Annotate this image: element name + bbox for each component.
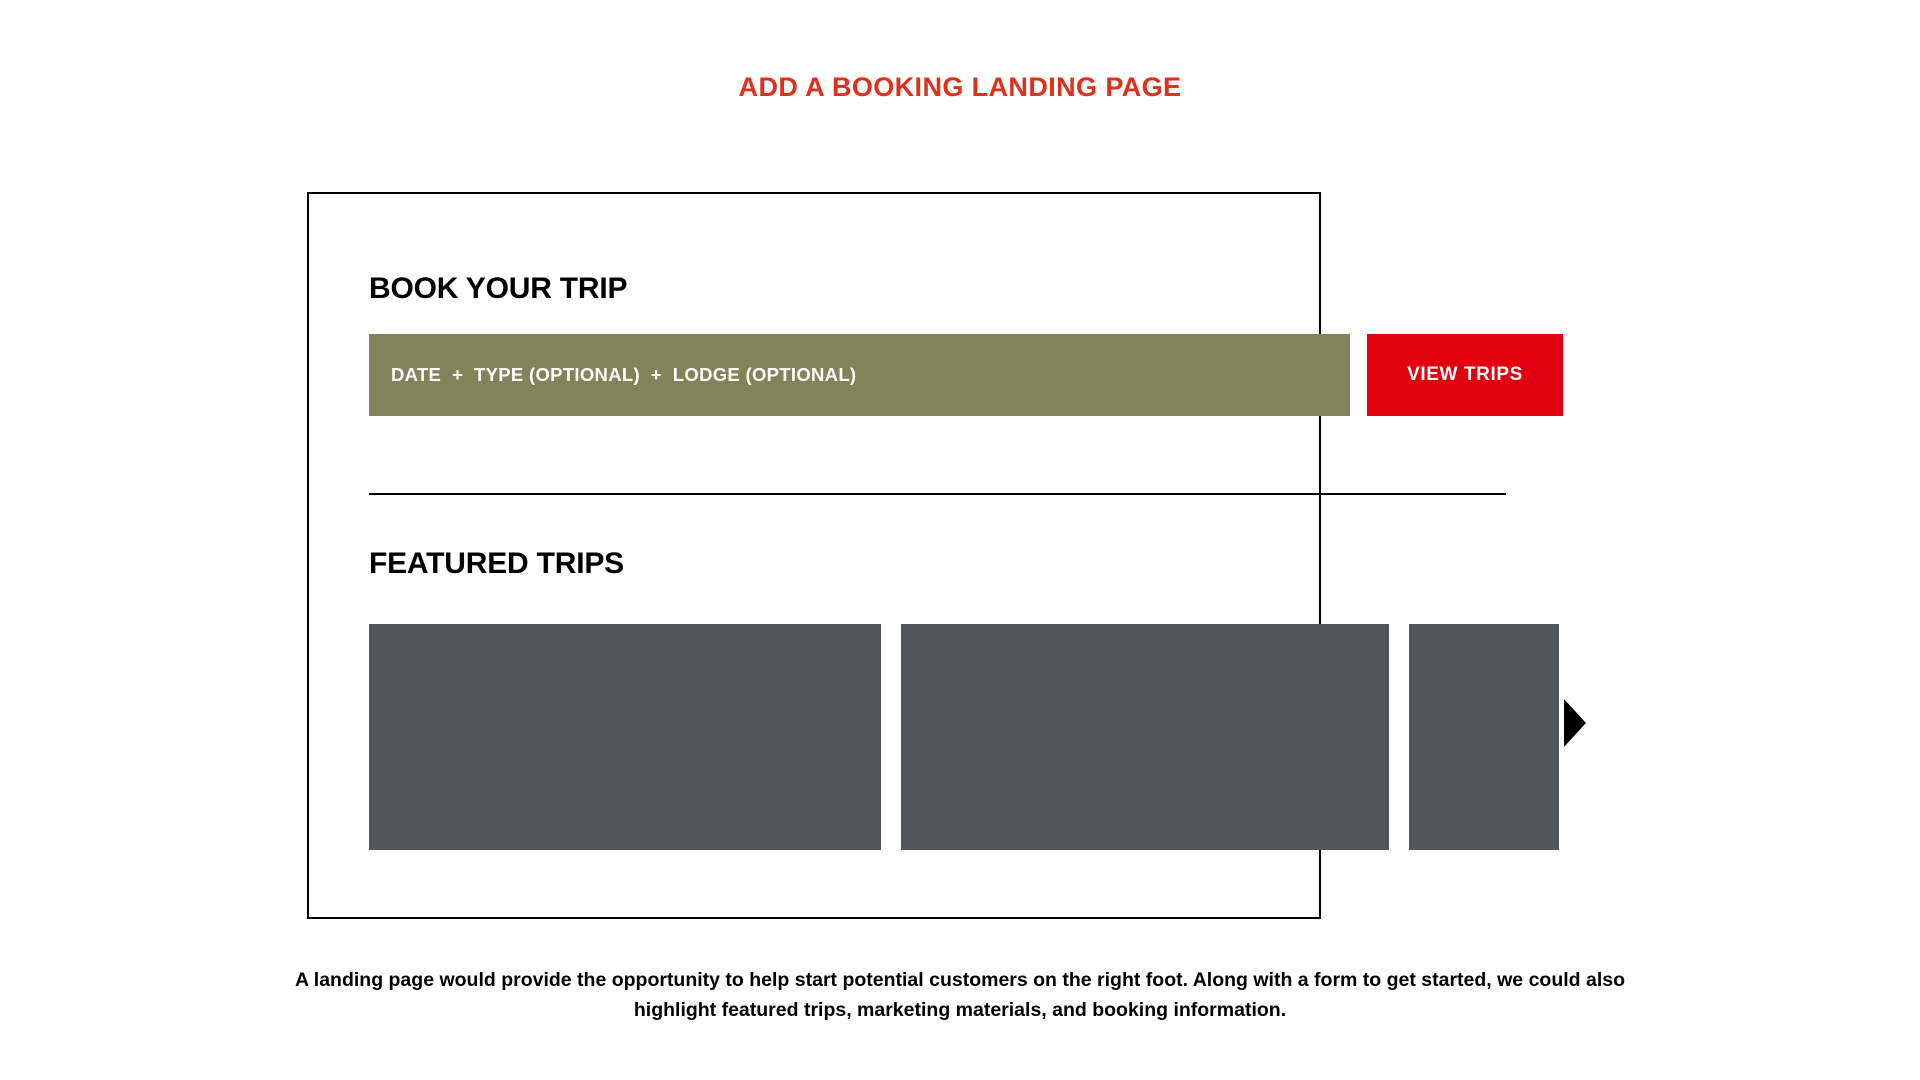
book-your-trip-heading: BOOK YOUR TRIP [369, 272, 628, 305]
booking-form-bar[interactable] [369, 334, 1350, 416]
page-title: ADD A BOOKING LANDING PAGE [738, 72, 1182, 102]
view-trips-button[interactable] [1367, 334, 1563, 416]
slide-caption: A landing page would provide the opportunity to help start potential customers on the right foot. Along with a form to get started, we could also highlight featured trips, marketing materials, and booking information. [295, 969, 1625, 1022]
featured-trips-heading: FEATURED TRIPS [369, 547, 624, 580]
chevron-right-icon[interactable] [1564, 699, 1586, 747]
featured-trip-card[interactable] [1409, 624, 1559, 850]
booking-form-fields-label: DATE + TYPE (OPTIONAL) + LODGE (OPTIONAL) [391, 364, 857, 385]
landing-page-mockup-frame [307, 192, 1523, 919]
featured-trips-carousel [369, 624, 1559, 850]
section-divider [369, 493, 1506, 495]
featured-trip-card[interactable] [369, 624, 881, 850]
featured-trip-card[interactable] [901, 624, 1389, 850]
view-trips-button-label: VIEW TRIPS [1407, 364, 1523, 385]
